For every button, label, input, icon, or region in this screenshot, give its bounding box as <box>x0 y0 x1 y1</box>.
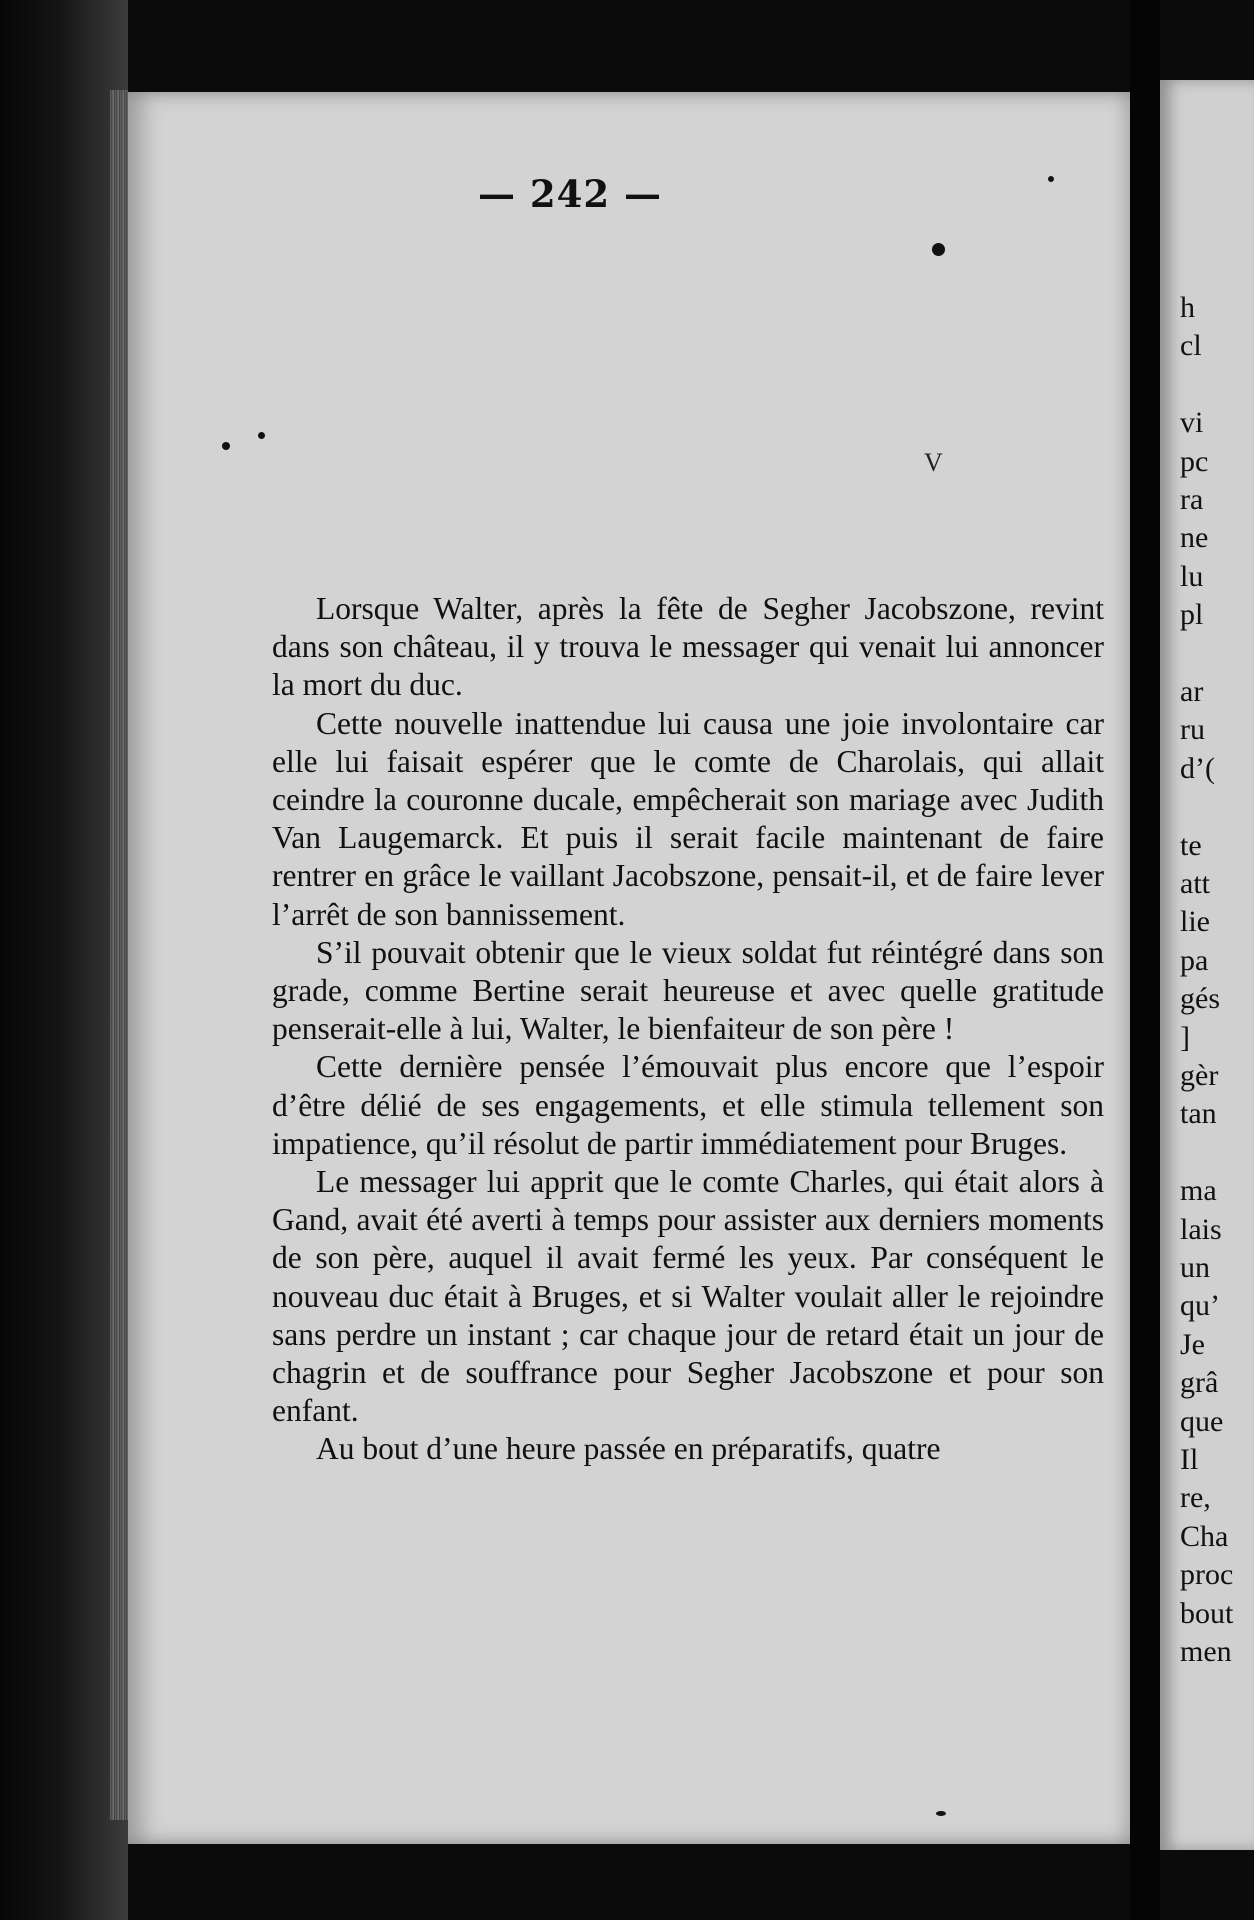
paragraph: Le messager lui apprit que le comte Charles, qui était alors à Gand, avait été averti à temps pour assister aux derniers moments de son père, auquel il avait fermé les yeux. Par conséquent le nouveau duc était à Bruges, et si Walter voulait aller le rejoindre sans perdre un instant ; car chaque jour de retard était un jour de chagrin et de souffrance pour Segher Jacobszone et pour son enfant. <box>272 1164 1104 1429</box>
paragraph: Cette nouvelle inattendue lui causa une joie involontaire car elle lui faisait espérer que le comte de Charolais, qui allait ceindre la couronne ducale, empêcherait son mariage avec Judith Van Laugemarck. Et puis il serait facile maintenant de faire rentrer en grâce le vaillant Jacobszone, pensait-il, et de faire lever l’arrêt de son bannissement. <box>272 705 1104 932</box>
facing-page-fragment: re, <box>1180 1481 1211 1515</box>
facing-page-fragment: lais <box>1180 1212 1222 1246</box>
facing-page-fragment: gés <box>1180 982 1220 1016</box>
facing-page <box>1160 80 1254 1850</box>
page-number: — 242 — <box>478 172 662 216</box>
facing-page-fragment: ra <box>1180 483 1204 516</box>
facing-page-fragment: ma <box>1180 1174 1217 1208</box>
scan-speck <box>222 442 230 450</box>
facing-page-fragment: vi <box>1180 406 1204 440</box>
facing-page-fragment: pa <box>1180 943 1209 977</box>
facing-page-fragment: te <box>1180 828 1202 862</box>
facing-page-fragment: Cha <box>1180 1519 1229 1553</box>
facing-page-fragment: h <box>1180 291 1195 324</box>
facing-page-fragment: att <box>1180 867 1210 900</box>
facing-page-fragment: un <box>1180 1251 1210 1284</box>
facing-page-fragment: d’( <box>1180 751 1215 785</box>
facing-page-fragment: Il <box>1180 1443 1199 1476</box>
paragraph: Lorsque Walter, après la fête de Segher Jacobszone, revint dans son château, il y trouva le messager qui venait lui annoncer la mort du duc. <box>272 591 1104 703</box>
scan-speck <box>932 243 945 256</box>
facing-page-fragment: men <box>1180 1635 1232 1668</box>
paragraph: Cette dernière pensée l’émouvait plus encore que l’espoir d’être délié de ses engagements, et elle stimula tellement son impatience, qu’il résolut de partir immédiatement pour Bruges. <box>272 1049 1104 1161</box>
facing-page-fragment: ru <box>1180 713 1205 747</box>
facing-page-fragment: proc <box>1180 1558 1234 1592</box>
facing-page-fragment: ne <box>1180 521 1209 555</box>
facing-page-fragment: ] <box>1180 1020 1190 1054</box>
facing-page-fragment: pc <box>1180 444 1209 478</box>
scan-speck <box>258 432 265 439</box>
facing-page-fragment: pl <box>1180 598 1204 632</box>
book-gutter <box>1130 0 1160 1920</box>
facing-page-fragment: lu <box>1180 559 1204 593</box>
facing-page-fragment: gèr <box>1180 1059 1219 1092</box>
facing-page-fragment: Je <box>1180 1327 1205 1361</box>
facing-page-fragment: ar <box>1180 675 1204 708</box>
facing-page-fragment: que <box>1180 1404 1224 1438</box>
facing-page-fragment: tan <box>1180 1097 1217 1131</box>
facing-page-fragment: grâ <box>1180 1366 1219 1400</box>
chapter-marker: V <box>924 448 943 477</box>
facing-page-fragment: qu’ <box>1180 1289 1220 1323</box>
body-text <box>272 590 1104 1469</box>
scan-speck <box>936 1811 946 1816</box>
facing-page-fragment: cl <box>1180 329 1202 363</box>
paragraph: S’il pouvait obtenir que le vieux soldat fut réintégré dans son grade, comme Bertine serait heureuse et avec quelle gratitude penserait-elle à lui, Walter, le bienfaiteur de son père ! <box>272 934 1104 1047</box>
paragraph: Au bout d’une heure passée en préparatifs, quatre <box>316 1431 941 1467</box>
scan-speck <box>1048 176 1054 182</box>
facing-page-fragment: bout <box>1180 1596 1234 1630</box>
facing-page-fragment: lie <box>1180 905 1210 939</box>
book-binding-edge <box>0 0 128 1920</box>
